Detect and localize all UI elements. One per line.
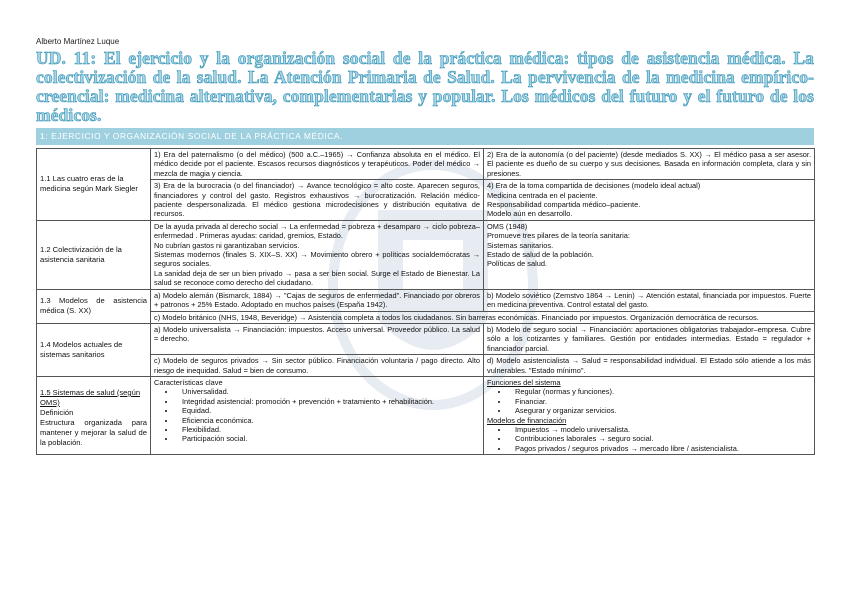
bullet-list [487, 425, 811, 453]
row-label-subtitle: Definición [40, 407, 74, 417]
cell-text: d) Modelo asistencialista → Salud = responsabilidad individual. El Estado sólo atiende a los más vulnerables. "Estado mínimo". [484, 355, 815, 377]
bullet-list [487, 387, 811, 415]
cell-line: Estado de salud de la población. [487, 250, 594, 260]
table-row [37, 311, 815, 323]
cell-text: c) Modelo británico (NHS, 1948, Beveridge) → Asistencia completa a todos los ciudadanos. Sin barreras económicas. Financiado por impuestos. Organización democrática de recursos. [151, 311, 815, 323]
list-item: • Universalidad. [176, 387, 480, 396]
cell-text: a) Modelo alemán (Bismarck, 1884) → "Cajas de seguros de enfermedad". Financiado por obreros + patronos + 25% Estado. Adoptado en muchos países (España 1942). [151, 289, 484, 311]
cell-line: La sanidad deja de ser un bien privado → pasa a ser bien social. Surge el Estado de Bienestar. La salud se reconoce como derecho del ciudadano. [154, 268, 480, 288]
row-label-title: 1.5 Sistemas de salud (según OMS) [40, 387, 141, 407]
cell-line: OMS (1948) [487, 221, 528, 231]
row-label [37, 376, 151, 454]
cell-text: a) Modelo universalista → Financiación: impuestos. Acceso universal. Proveedor público. La salud = derecho. [151, 323, 484, 354]
list-item: • Eficiencia económica. [176, 416, 480, 425]
cell-line: Medicina centrada en el paciente. [487, 190, 598, 200]
cell-text [484, 220, 815, 289]
cell-line: De la ayuda privada al derecho social → La enfermedad = pobreza + desamparo → ciclo pobreza–enfermedad . Primeras ayudas: caridad, gremios, Estado. [154, 221, 480, 241]
cell-line: Modelo aún en desarrollo. [487, 209, 573, 219]
cell-text [151, 220, 484, 289]
list-item: • Flexibilidad. [176, 425, 480, 434]
cell-text: b) Modelo de seguro social → Financiación: aportaciones obligatorias trabajador–empresa. Cubre sólo a los cotizantes y familiares. Gestión por entidades intermedias. Estado = regulador + financiador parcial. [484, 323, 815, 354]
summary-table [36, 148, 815, 455]
cell-text: 2) Era de la autonomía (o del paciente) (desde mediados S. XX) → El médico pasa a ser asesor. El paciente es dueño de su cuerpo y sus decisiones. Basada en información completa, clara y sin presiones. [484, 149, 815, 180]
author-name: Alberto Martínez Luque [36, 37, 120, 46]
cell-text [484, 376, 815, 454]
list-item: • Equidad. [176, 406, 480, 415]
document-title: UD. 11: El ejercicio y la organización social de la práctica médica: tipos de asistencia médica. La colectivización de la salud. La Atención Primaria de Salud. La pervivencia de la medicina empírico-creencial: medicina alternativa, complementarias y popular. Los médicos del futuro y el futuro de los médicos. [36, 48, 814, 125]
table-row [37, 323, 815, 354]
cell-text: b) Modelo soviético (Zemstvo 1864 → Lenin) → Atención estatal, financiada por impuestos. Fuerte en medicina preventiva. Control estatal del gasto. [484, 289, 815, 311]
table-row [37, 376, 815, 454]
cell-heading: Funciones del sistema [487, 377, 561, 387]
cell-text: 3) Era de la burocracia (o del financiador) → Avance tecnológico = alto coste. Aparecen seguros, financiadores y control del gasto. Registros exhaustivos → burocratización. Relación médico-paciente despersonalizada. El médico gestiona microdecisiones y distribución equitativa de recursos. [151, 180, 484, 221]
row-label: 1.4 Modelos actuales de sistemas sanitarios [37, 323, 151, 376]
table-row [37, 220, 815, 289]
list-item: • Pagos privados / seguros privados → mercado libre / asistencialista. [509, 444, 811, 453]
list-item: • Integridad asistencial: promoción + prevención + tratamiento + rehabilitación. [176, 397, 480, 406]
list-item: • Impuestos → modelo universalista. [509, 425, 811, 434]
cell-text: 1) Era del paternalismo (o del médico) (500 a.C.–1965) → Confianza absoluta en el médico. El médico decide por el paciente. Escasos recursos diagnósticos y terapéuticos. Poder del médico → mezcla de magia y ciencia. [151, 149, 484, 180]
cell-line: Promueve tres pilares de la teoría sanitaria: [487, 231, 630, 241]
list-item: • Asegurar y organizar servicios. [509, 406, 811, 415]
cell-line: 4) Era de la toma compartida de decisiones (modelo ideal actual) [487, 181, 701, 191]
bullet-list [154, 387, 480, 443]
row-label-text: Estructura organizada para mantener y mejorar la salud de la población. [40, 417, 147, 447]
cell-heading: Modelos de financiación [487, 415, 567, 425]
table-row [37, 149, 815, 180]
cell-line: Sistemas sanitarios. [487, 240, 554, 250]
cell-text [484, 180, 815, 221]
row-label: 1.3 Modelos de asistencia médica (S. XX) [37, 289, 151, 323]
cell-line: Políticas de salud. [487, 259, 547, 269]
table-row [37, 180, 815, 221]
cell-text [151, 376, 484, 454]
cell-line: No cubrían gastos ni garantizaban servicios. [154, 240, 300, 250]
list-item: • Contribuciones laborales → seguro social. [509, 434, 811, 443]
list-item: • Participación social. [176, 434, 480, 443]
row-label: 1.1 Las cuatro eras de la medicina según Mark Siegler [37, 149, 151, 221]
row-label: 1.2 Colectivización de la asistencia sanitaria [37, 220, 151, 289]
list-item: • Regular (normas y funciones). [509, 387, 811, 396]
cell-text: c) Modelo de seguros privados → Sin sector público. Financiación voluntaria / pago directo. Alto riesgo de inequidad. Salud = bien de consumo. [151, 355, 484, 377]
cell-line: Sistemas modernos (finales S. XIX–S. XX) → Movimiento obrero + políticas socialdemócratas → seguros sociales. [154, 250, 480, 269]
cell-line: Responsabilidad compartida médico–paciente. [487, 200, 641, 210]
list-item: • Financiar. [509, 397, 811, 406]
cell-heading: Características clave [154, 377, 223, 387]
table-row [37, 355, 815, 377]
table-row [37, 289, 815, 311]
section-header: 1: EJERCICIO Y ORGANIZACIÓN SOCIAL DE LA PRÁCTICA MÉDICA. [36, 128, 814, 145]
